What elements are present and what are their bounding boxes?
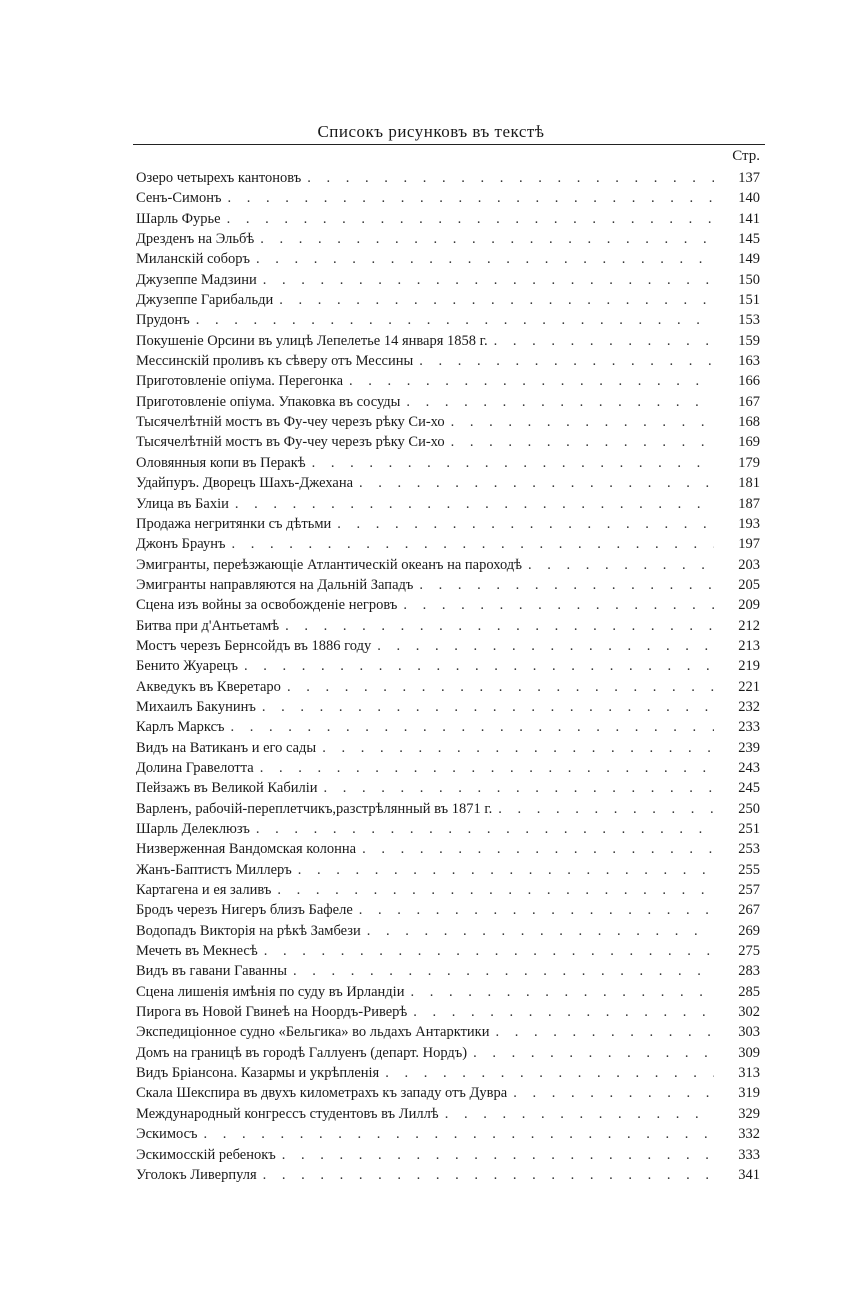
dot-leader	[385, 1063, 714, 1083]
dot-leader	[263, 1165, 714, 1185]
entry-caption: Миланскій соборъ	[136, 251, 251, 268]
list-item	[136, 900, 760, 920]
dot-leader	[337, 514, 714, 534]
list-item	[136, 270, 760, 290]
entry-page-number: 205	[738, 576, 760, 593]
entry-caption: Варленъ, рабочій-переплетчикъ,разстрѣлянный въ 1871 г.	[136, 800, 493, 817]
list-item	[136, 168, 760, 188]
entry-caption: Мечеть въ Мекнесѣ	[136, 943, 258, 960]
dot-leader	[307, 168, 714, 188]
entry-page-number: 267	[738, 902, 760, 919]
entry-page-number: 212	[738, 617, 760, 634]
dot-leader	[362, 839, 714, 859]
entry-page-number: 140	[738, 190, 760, 207]
dot-leader	[473, 1043, 714, 1063]
entry-page-number: 283	[738, 963, 760, 980]
dot-leader	[279, 290, 714, 310]
entry-page-number: 209	[738, 597, 760, 614]
dot-leader	[260, 229, 714, 249]
dot-leader	[498, 799, 714, 819]
dot-leader	[298, 860, 714, 880]
entry-page-number: 243	[738, 759, 760, 776]
entry-caption: Озеро четырехъ кантоновъ	[136, 170, 302, 186]
dot-leader	[231, 534, 714, 554]
list-item	[136, 677, 760, 697]
entry-page-number: 179	[738, 454, 760, 471]
dot-leader	[495, 1022, 714, 1042]
list-item	[136, 1083, 760, 1103]
entry-page-number: 269	[738, 922, 760, 939]
dot-leader	[445, 1104, 714, 1124]
entry-page-number: 219	[738, 658, 760, 675]
list-title: Списокъ рисунковъ въ текстѣ	[317, 122, 545, 141]
entry-page-number: 232	[738, 698, 760, 715]
list-item	[136, 880, 760, 900]
dot-leader	[244, 656, 714, 676]
entry-caption: Бродъ черезъ Нигеръ близъ Бафеле	[136, 902, 353, 919]
dot-leader	[260, 758, 714, 778]
dot-leader	[264, 941, 714, 961]
dot-leader	[359, 473, 714, 493]
entry-page-number: 141	[738, 210, 760, 227]
dot-leader	[451, 412, 714, 432]
entry-page-number: 167	[738, 393, 760, 410]
entry-page-number: 221	[738, 678, 760, 695]
entry-page-number: 151	[738, 292, 760, 309]
entry-caption: Удайпуръ. Дворецъ Шахъ-Джехана	[136, 475, 354, 492]
list-item	[136, 1145, 760, 1165]
list-item	[136, 616, 760, 636]
list-item	[136, 982, 760, 1002]
entry-page-number: 275	[738, 943, 760, 960]
illustrations-list	[136, 168, 760, 1185]
dot-leader	[277, 880, 714, 900]
dot-leader	[196, 310, 714, 330]
dot-leader	[359, 900, 714, 920]
list-item	[136, 1043, 760, 1063]
dot-leader	[419, 351, 714, 371]
entry-page-number: 341	[738, 1166, 760, 1183]
entry-caption: Продажа негритянки съ дѣтьми	[136, 515, 332, 532]
entry-page-number: 181	[738, 475, 760, 492]
dot-leader	[451, 432, 714, 452]
list-item	[136, 453, 760, 473]
list-item	[136, 860, 760, 880]
entry-page-number: 203	[738, 556, 760, 573]
list-item	[136, 656, 760, 676]
dot-leader	[377, 636, 714, 656]
entry-caption: Сцена лишенія имѣнія по суду въ Ирландіи	[136, 983, 405, 1000]
entry-page-number: 153	[738, 312, 760, 329]
dot-leader	[312, 453, 714, 473]
entry-page-number: 233	[738, 719, 760, 736]
dot-leader	[419, 575, 714, 595]
dot-leader	[227, 209, 714, 229]
dot-leader	[262, 697, 714, 717]
dot-leader	[513, 1083, 714, 1103]
dot-leader	[256, 249, 714, 269]
entry-caption: Джузеппе Мадзини	[136, 271, 257, 288]
dot-leader	[263, 270, 714, 290]
entry-caption: Уголокъ Ливерпуля	[136, 1166, 257, 1183]
entry-caption: Шарль Фурье	[136, 210, 221, 227]
list-item	[136, 636, 760, 656]
dot-leader	[494, 331, 714, 351]
list-item	[136, 331, 760, 351]
entry-caption: Джонъ Браунъ	[136, 536, 226, 553]
list-item	[136, 799, 760, 819]
entry-page-number: 245	[738, 780, 760, 797]
entry-caption: Акведукъ въ Кверетаро	[136, 678, 281, 695]
dot-leader	[285, 616, 714, 636]
entry-page-number: 332	[738, 1126, 760, 1143]
entry-caption: Видъ Бріансона. Казармы и укрѣпленія	[136, 1065, 380, 1082]
entry-caption: Картагена и ея заливъ	[136, 882, 272, 899]
dot-leader	[367, 921, 714, 941]
list-item	[136, 229, 760, 249]
list-item	[136, 1002, 760, 1022]
dot-leader	[403, 595, 714, 615]
entry-page-number: 193	[738, 515, 760, 532]
entry-caption: Мессинскій проливъ къ сѣверу отъ Мессины	[136, 353, 414, 370]
list-item	[136, 941, 760, 961]
entry-caption: Шарль Делеклюзъ	[136, 821, 250, 837]
entry-caption: Приготовленіе опіума. Упаковка въ сосуды	[136, 393, 401, 410]
entry-caption: Эскимосъ	[136, 1126, 198, 1143]
list-item	[136, 697, 760, 717]
entry-caption: Домъ на границѣ въ городѣ Галлуенъ (департ. Нордъ)	[136, 1044, 468, 1061]
entry-page-number: 255	[738, 861, 760, 878]
title-rule	[133, 144, 765, 145]
entry-caption: Тысячелѣтній мостъ въ Фу-чеу черезъ рѣку Си-хо	[136, 434, 445, 451]
list-item	[136, 575, 760, 595]
entry-caption: Эмигранты направляются на Дальній Западъ	[136, 576, 414, 593]
entry-page-number: 137	[738, 170, 760, 186]
entry-caption: Бенито Жуарецъ	[136, 658, 239, 675]
list-item	[136, 1165, 760, 1185]
entry-caption: Эмигранты, переѣзжающіе Атлантическій океанъ на пароходѣ	[136, 556, 523, 573]
entry-page-number: 159	[738, 332, 760, 349]
entry-caption: Жанъ-Баптистъ Миллеръ	[136, 861, 292, 878]
entry-caption: Водопадъ Викторія на рѣкѣ Замбези	[136, 922, 361, 939]
entry-page-number: 166	[738, 373, 760, 390]
entry-caption: Джузеппе Гарибальди	[136, 292, 274, 309]
list-item	[136, 738, 760, 758]
entry-page-number: 163	[738, 353, 760, 370]
list-item	[136, 371, 760, 391]
entry-page-number: 250	[738, 800, 760, 817]
dot-leader	[231, 717, 714, 737]
list-item	[136, 819, 760, 839]
entry-caption: Прудонъ	[136, 312, 190, 329]
list-item	[136, 432, 760, 452]
entry-page-number: 168	[738, 414, 760, 431]
entry-caption: Сенъ-Симонъ	[136, 190, 222, 207]
entry-caption: Видъ на Ватиканъ и его сады	[136, 739, 317, 756]
list-item	[136, 595, 760, 615]
list-item	[136, 209, 760, 229]
entry-caption: Долина Гравелотта	[136, 759, 254, 776]
list-item	[136, 717, 760, 737]
entry-page-number: 313	[738, 1065, 760, 1082]
dot-leader	[256, 819, 714, 839]
entry-page-number: 169	[738, 434, 760, 451]
entry-page-number: 257	[738, 882, 760, 899]
list-item	[136, 249, 760, 269]
entry-caption: Покушеніе Орсини въ улицѣ Лепелетье 14 января 1858 г.	[136, 332, 488, 349]
list-item	[136, 351, 760, 371]
list-item	[136, 290, 760, 310]
entry-page-number: 145	[738, 231, 760, 248]
entry-page-number: 239	[738, 739, 760, 756]
list-item	[136, 494, 760, 514]
dot-leader	[204, 1124, 714, 1144]
list-item	[136, 921, 760, 941]
entry-page-number: 285	[738, 983, 760, 1000]
list-item	[136, 839, 760, 859]
entry-page-number: 253	[738, 841, 760, 858]
entry-caption: Карлъ Марксъ	[136, 719, 225, 736]
entry-page-number: 309	[738, 1044, 760, 1061]
list-item	[136, 758, 760, 778]
entry-page-number: 302	[738, 1004, 760, 1021]
list-item	[136, 555, 760, 575]
entry-page-number: 251	[738, 821, 760, 837]
dot-leader	[349, 371, 714, 391]
entry-caption: Приготовленіе опіума. Перегонка	[136, 373, 344, 390]
dot-leader	[322, 738, 714, 758]
dot-leader	[410, 982, 714, 1002]
entry-page-number: 150	[738, 271, 760, 288]
entry-caption: Битва при д'Антьетамѣ	[136, 617, 280, 634]
entry-page-number: 303	[738, 1024, 760, 1041]
list-item	[136, 1124, 760, 1144]
list-item	[136, 534, 760, 554]
entry-page-number: 197	[738, 536, 760, 553]
list-item	[136, 1104, 760, 1124]
entry-caption: Тысячелѣтній мостъ въ Фу-чеу черезъ рѣку Си-хо	[136, 414, 445, 431]
list-item	[136, 514, 760, 534]
entry-caption: Мостъ черезъ Бернсойдъ въ 1886 году	[136, 637, 372, 654]
entry-caption: Экспедиціонное судно «Бельгика» во льдахъ Антарктики	[136, 1024, 490, 1041]
list-item	[136, 473, 760, 493]
dot-leader	[282, 1145, 714, 1165]
dot-leader	[235, 494, 714, 514]
dot-leader	[287, 677, 714, 697]
dot-leader	[528, 555, 714, 575]
entry-page-number: 187	[738, 495, 760, 512]
dot-leader	[406, 392, 714, 412]
list-item	[136, 392, 760, 412]
list-item	[136, 310, 760, 330]
dot-leader	[228, 188, 715, 208]
dot-leader	[413, 1002, 714, 1022]
entry-caption: Дрезденъ на Эльбѣ	[136, 231, 255, 248]
entry-caption: Михаилъ Бакунинъ	[136, 698, 256, 715]
list-item	[136, 188, 760, 208]
entry-caption: Улица въ Бахіи	[136, 495, 229, 512]
list-item	[136, 961, 760, 981]
dot-leader	[293, 961, 714, 981]
list-item	[136, 1063, 760, 1083]
entry-page-number: 333	[738, 1146, 760, 1163]
entry-caption: Пейзажъ въ Великой Кабиліи	[136, 780, 318, 797]
entry-page-number: 319	[738, 1085, 760, 1102]
page-column-header: Стр.	[732, 148, 760, 164]
entry-caption: Эскимосскій ребенокъ	[136, 1146, 276, 1163]
list-item	[136, 778, 760, 798]
list-item	[136, 412, 760, 432]
entry-caption: Пирога въ Новой Гвинеѣ на Ноордъ-Риверѣ	[136, 1004, 408, 1021]
entry-page-number: 149	[738, 251, 760, 268]
entry-caption: Низверженная Вандомская колонна	[136, 841, 357, 858]
entry-caption: Скала Шекспира въ двухъ километрахъ къ западу отъ Дувра	[136, 1085, 508, 1102]
entry-caption: Сцена изъ войны за освобожденіе негровъ	[136, 597, 398, 614]
entry-page-number: 213	[738, 637, 760, 654]
entry-caption: Видъ въ гавани Гаванны	[136, 963, 287, 980]
entry-page-number: 329	[738, 1105, 760, 1122]
list-item	[136, 1022, 760, 1042]
dot-leader	[324, 778, 714, 798]
entry-caption: Международный конгрессъ студентовъ въ Лиллѣ	[136, 1105, 439, 1122]
entry-caption: Оловянныя копи въ Перакѣ	[136, 454, 306, 471]
